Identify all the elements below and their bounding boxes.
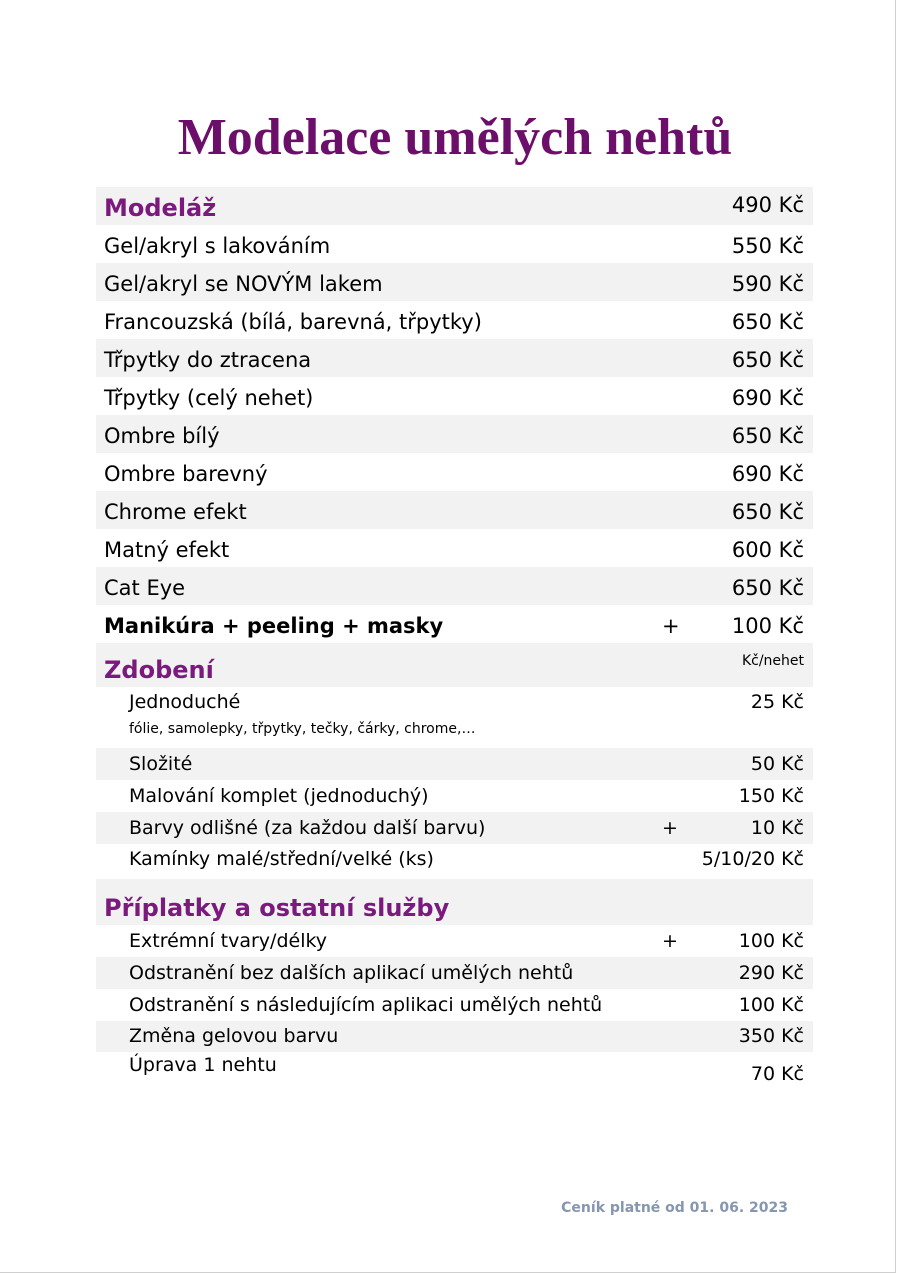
unit-label: Kč/nehet — [741, 653, 804, 669]
list-item — [96, 1052, 813, 1092]
item-price: 290 Kč — [738, 962, 804, 984]
item-label: Odstranění bez dalších aplikací umělých nehtů — [129, 962, 574, 984]
item-label: Třpytky do ztracena — [104, 348, 312, 372]
item-label: Třpytky (celý nehet) — [104, 386, 314, 410]
item-price: 590 Kč — [731, 272, 804, 296]
list-item — [96, 1021, 813, 1052]
list-item — [96, 812, 813, 844]
plus-sign: + — [662, 930, 678, 952]
list-item — [96, 225, 813, 263]
item-price: 690 Kč — [731, 462, 804, 486]
section-title: Modeláž — [104, 194, 217, 222]
plus-sign: + — [662, 817, 678, 839]
item-price: 70 Kč — [750, 1063, 804, 1085]
list-item — [96, 301, 813, 339]
item-price: 5/10/20 Kč — [701, 848, 804, 870]
item-note: fólie, samolepky, třpytky, tečky, čárky, chrome,… — [129, 721, 476, 737]
item-label: Chrome efekt — [104, 500, 247, 524]
item-label: Ombre bílý — [104, 424, 220, 448]
item-price: 350 Kč — [738, 1025, 804, 1047]
item-label: Úprava 1 nehtu — [129, 1054, 277, 1076]
list-item — [96, 453, 813, 491]
price: 490 Kč — [731, 193, 804, 217]
item-price: 25 Kč — [750, 691, 804, 713]
item-label: Manikúra + peeling + masky — [104, 614, 444, 638]
list-item — [96, 529, 813, 567]
item-label: Extrémní tvary/délky — [129, 930, 328, 952]
item-label: Gel/akryl s lakováním — [104, 234, 331, 258]
item-label: Barvy odlišné (za každou další barvu) — [129, 817, 486, 839]
item-price: 650 Kč — [731, 500, 804, 524]
item-price: 150 Kč — [738, 785, 804, 807]
list-item — [96, 989, 813, 1021]
item-label: Kamínky malé/střední/velké (ks) — [129, 848, 434, 870]
item-price: 690 Kč — [731, 386, 804, 410]
item-price: 650 Kč — [731, 424, 804, 448]
list-item — [96, 957, 813, 989]
item-label: Odstranění s následujícím aplikaci umělých nehtů — [129, 994, 603, 1016]
list-item — [96, 491, 813, 529]
page-title: Modelace umělých nehtů — [177, 109, 733, 166]
list-item — [96, 687, 813, 748]
item-price: 100 Kč — [731, 614, 804, 638]
section-heading-modelaz — [96, 187, 813, 225]
item-price: 650 Kč — [731, 348, 804, 372]
item-price: 650 Kč — [731, 310, 804, 334]
list-item — [96, 263, 813, 301]
list-item — [96, 415, 813, 453]
item-price: 650 Kč — [731, 576, 804, 600]
validity-note: Ceník platné od 01. 06. 2023 — [561, 1200, 788, 1216]
list-item — [96, 925, 813, 957]
list-item — [96, 377, 813, 415]
section-heading-zdobeni — [96, 643, 813, 687]
list-item — [96, 339, 813, 377]
item-price: 100 Kč — [738, 994, 804, 1016]
item-price: 550 Kč — [731, 234, 804, 258]
list-item — [96, 748, 813, 780]
item-label: Francouzská (bílá, barevná, třpytky) — [104, 310, 482, 334]
list-item-extra — [96, 605, 813, 643]
item-price: 50 Kč — [750, 753, 804, 775]
section-title: Příplatky a ostatní služby — [104, 894, 450, 922]
plus-sign: + — [662, 614, 680, 638]
item-label: Složité — [129, 753, 193, 775]
item-label: Malování komplet (jednoduchý) — [129, 785, 429, 807]
item-price: 10 Kč — [750, 817, 804, 839]
section-title: Zdobení — [104, 656, 214, 684]
item-label: Matný efekt — [104, 538, 230, 562]
item-label: Gel/akryl se NOVÝM lakem — [104, 272, 383, 296]
list-item — [96, 780, 813, 812]
item-label: Změna gelovou barvu — [129, 1025, 339, 1047]
section-heading-priplatky — [96, 879, 813, 925]
item-label: Ombre barevný — [104, 462, 268, 486]
list-item — [96, 844, 813, 879]
item-price: 600 Kč — [731, 538, 804, 562]
item-label: Jednoduché — [129, 691, 241, 713]
list-item — [96, 567, 813, 605]
item-price: 100 Kč — [738, 930, 804, 952]
item-label: Cat Eye — [104, 576, 186, 600]
